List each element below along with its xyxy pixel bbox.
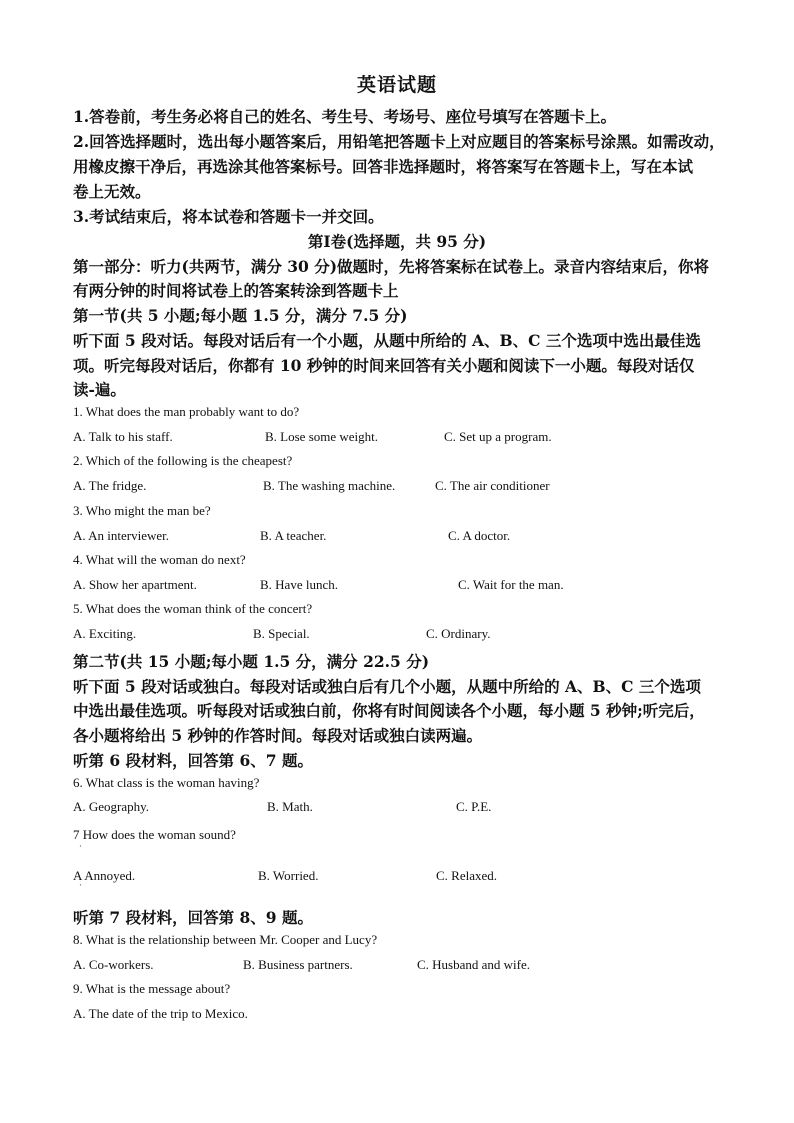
instruction-2-line-2: 用橡皮擦干净后，再选涂其他答案标号。回答非选择题时，将答案写在答题卡上，写在本试 [73, 157, 694, 176]
question-6: 6. What class is the woman having? [73, 775, 260, 790]
stray-mark: · [79, 842, 82, 852]
q2-option-a: A. The fridge. [73, 478, 147, 493]
instruction-2-line-3: 卷上无效。 [73, 182, 151, 201]
section2-heading: 第二节(共 15 小题;每小题 1.5 分，满分 22.5 分) [73, 652, 430, 671]
q3-option-c: C. A doctor. [448, 528, 511, 543]
question-7: 7 How does the woman sound? [73, 827, 236, 842]
section2-directions-2: 中选出最佳选项。听每段对话或独白前，你将有时间阅读各个小题，每小题 5 秒钟;听完后， [73, 701, 705, 720]
question-3: 3. Who might the man be? [73, 503, 211, 518]
section2-directions-1: 听下面 5 段对话或独白。每段对话或独白后有几个小题，从题中所给的 A、B、C 三个选项 [73, 677, 701, 696]
q6-option-b: B. Math. [267, 799, 313, 814]
question-2: 2. Which of the following is the cheapest? [73, 453, 293, 468]
question-1: 1. What does the man probably want to do? [73, 404, 300, 419]
instruction-3: 3.考试结束后，将本试卷和答题卡一并交回。 [73, 207, 384, 226]
q3-option-b: B. A teacher. [260, 528, 327, 543]
q2-option-b: B. The washing machine. [263, 478, 396, 493]
q1-option-b: B. Lose some weight. [265, 429, 379, 444]
question-8: 8. What is the relationship between Mr. Cooper and Lucy? [73, 932, 378, 947]
part1-line-1: 第一部分：听力(共两节，满分 30 分)做题时，先将答案标在试卷上。录音内容结束后，你将 [73, 257, 710, 276]
question-9: 9. What is the message about? [73, 981, 231, 996]
material-6-heading: 听第 6 段材料，回答第 6、7 题。 [73, 751, 313, 770]
q7-option-c: C. Relaxed. [436, 868, 498, 883]
section1-directions-2: 项。听完每段对话后，你都有 10 秒钟的时间来回答有关小题和阅读下一小题。每段对话仅 [73, 356, 695, 375]
instruction-1: 1.答卷前，考生务必将自己的姓名、考生号、考场号、座位号填写在答题卡上。 [73, 107, 617, 126]
volume-heading: 第Ⅰ卷(选择题，共 95 分) [307, 232, 487, 251]
q5-option-c: C. Ordinary. [426, 626, 491, 641]
q4-option-b: B. Have lunch. [260, 577, 338, 592]
q5-option-a: A. Exciting. [73, 626, 137, 641]
q7-option-a: A Annoyed. [73, 868, 136, 883]
page-title: 英语试题 [356, 74, 437, 96]
q2-option-c: C. The air conditioner [435, 478, 550, 493]
part1-line-2: 有两分钟的时间将试卷上的答案转涂到答题卡上 [73, 281, 399, 300]
q8-option-c: C. Husband and wife. [417, 957, 531, 972]
q4-option-a: A. Show her apartment. [73, 577, 197, 592]
question-5: 5. What does the woman think of the concert? [73, 601, 313, 616]
q6-option-c: C. P.E. [456, 799, 492, 814]
q8-option-a: A. Co-workers. [73, 957, 154, 972]
section2-directions-3: 各小题将给出 5 秒钟的作答时间。每段对话或独白读两遍。 [73, 726, 483, 745]
q8-option-b: B. Business partners. [243, 957, 353, 972]
section1-directions-3: 读-遍。 [73, 380, 126, 399]
section1-heading: 第一节(共 5 小题;每小题 1.5 分，满分 7.5 分) [73, 306, 408, 325]
q6-option-a: A. Geography. [73, 799, 150, 814]
q1-option-a: A. Talk to his staff. [73, 429, 173, 444]
q5-option-b: B. Special. [253, 626, 310, 641]
material-7-heading: 听第 7 段材料，回答第 8、9 题。 [73, 908, 313, 927]
stray-mark: · [79, 881, 82, 891]
instruction-2-line-1: 2.回答选择题时，选出每小题答案后，用铅笔把答题卡上对应题目的答案标号涂黑。如需改动， [73, 132, 725, 151]
q7-option-b: B. Worried. [258, 868, 319, 883]
question-4: 4. What will the woman do next? [73, 552, 246, 567]
q9-option-a: A. The date of the trip to Mexico. [73, 1006, 248, 1021]
q3-option-a: A. An interviewer. [73, 528, 170, 543]
q4-option-c: C. Wait for the man. [458, 577, 564, 592]
section1-directions-1: 听下面 5 段对话。每段对话后有一个小题，从题中所给的 A、B、C 三个选项中选出最佳选 [73, 331, 701, 350]
q1-option-c: C. Set up a program. [444, 429, 552, 444]
